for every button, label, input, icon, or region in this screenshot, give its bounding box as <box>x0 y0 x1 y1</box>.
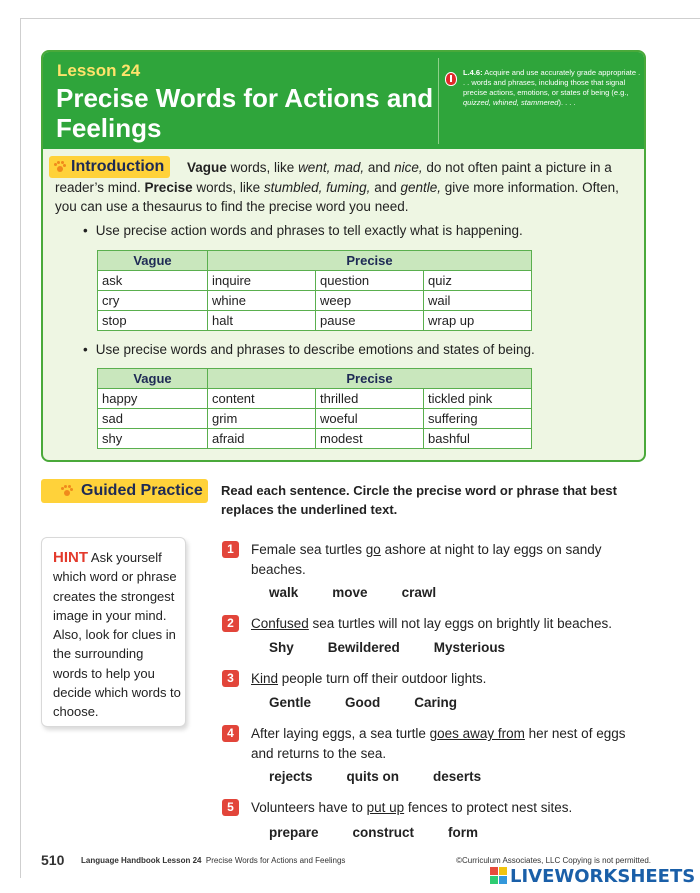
choice-option[interactable]: Bewildered <box>327 640 400 655</box>
question-item <box>222 724 642 794</box>
guided-instructions: Read each sentence. Circle the precise word or phrase that best replaces the underlined text. <box>221 483 617 517</box>
question-number: 5 <box>222 799 239 816</box>
header-vague: Vague <box>98 369 208 389</box>
table-row: happy content thrilled tickled pink <box>98 389 532 409</box>
table-row: shy afraid modest bashful <box>98 429 532 449</box>
answer-choices <box>269 585 470 600</box>
paw-icon <box>54 161 66 173</box>
choice-option[interactable]: Shy <box>269 640 294 655</box>
underlined-text: go <box>365 542 381 557</box>
bullet-emotion-words: • Use precise words and phrases to describe emotions and states of being. <box>83 342 535 357</box>
lesson-header <box>43 52 644 149</box>
standard-body: Acquire and use accurately grade appropriate . . . words and phrases, including those that signal precise actions, emotions, or states of being (e.g., <box>463 68 641 97</box>
question-item <box>222 614 642 664</box>
answer-choices <box>269 769 515 784</box>
standard-icon <box>445 72 457 86</box>
choice-option[interactable]: Caring <box>414 695 458 710</box>
table-row: sad grim woeful suffering <box>98 409 532 429</box>
header-precise: Precise <box>208 369 532 389</box>
question-sentence: After laying eggs, a sea turtle goes away from her nest of eggs and returns to the sea. <box>251 726 626 761</box>
table-header-row <box>98 251 532 271</box>
question-item <box>222 669 642 719</box>
choice-option[interactable]: deserts <box>433 769 482 784</box>
choice-option[interactable]: rejects <box>269 769 313 784</box>
action-words-table <box>97 250 532 331</box>
question-sentence: Confused sea turtles will not lay eggs on brightly lit beaches. <box>251 616 612 631</box>
choice-option[interactable]: form <box>448 825 479 840</box>
table-header-row <box>98 369 532 389</box>
header-precise: Precise <box>208 251 532 271</box>
footer-copyright: ©Curriculum Associates, LLC Copying is not permitted. <box>456 856 651 865</box>
page-edge <box>20 18 700 19</box>
choice-option[interactable]: construct <box>352 825 415 840</box>
liveworksheets-logo <box>490 866 695 888</box>
lesson-title: Precise Words for Actions and Feelings <box>56 83 434 143</box>
answer-choices <box>269 695 491 710</box>
underlined-text: Confused <box>251 616 309 631</box>
introduction-label <box>49 156 170 178</box>
lesson-number: Lesson 24 <box>57 61 141 80</box>
header-divider <box>438 58 439 144</box>
question-number: 1 <box>222 541 239 558</box>
emotion-words-table <box>97 368 532 449</box>
standard-end: ). . . . <box>558 98 576 107</box>
hint-label: HINT <box>53 549 88 566</box>
liveworksheets-logo-text: LIVEWORKSHEETS <box>510 866 696 887</box>
standard-text <box>463 68 643 108</box>
question-sentence: Volunteers have to put up fences to protect nest sites. <box>251 800 573 815</box>
hint-text <box>53 548 181 722</box>
choice-option[interactable]: Mysterious <box>433 640 506 655</box>
question-item <box>222 540 642 610</box>
question-number: 2 <box>222 615 239 632</box>
choice-option[interactable]: walk <box>269 585 299 600</box>
guided-practice-label-text: Guided Practice <box>81 482 203 499</box>
lesson-box <box>41 50 646 462</box>
question-number: 4 <box>222 725 239 742</box>
liveworksheets-logo-icon <box>490 867 508 885</box>
header-vague: Vague <box>98 251 208 271</box>
standard-examples: quizzed, whined, stammered <box>463 98 559 107</box>
introduction-paragraph: Vague words, like went, mad, and nice, do not often paint a picture in a reader’s mind. Precise words, like stumbled, fuming, and gentle, give more information. Often, you can use a thesaurus to find the precise word you need. <box>55 160 619 214</box>
bullet-action-words: • Use precise action words and phrases to tell exactly what is happening. <box>83 223 523 238</box>
underlined-text: Kind <box>251 671 279 686</box>
standard-code: L.4.6: <box>463 68 483 77</box>
hint-body: Ask yourself which word or phrase creates the strongest image in your mind. Also, look for clues in the surrounding words to help you decide which words to choose. <box>53 550 181 720</box>
choice-option[interactable]: prepare <box>269 825 319 840</box>
question-item <box>222 798 642 848</box>
question-sentence: Kind people turn off their outdoor lights. <box>251 671 487 686</box>
choice-option[interactable]: Good <box>345 695 381 710</box>
choice-option[interactable]: Gentle <box>269 695 312 710</box>
choice-option[interactable]: crawl <box>401 585 437 600</box>
answer-choices <box>269 825 512 840</box>
underlined-text: goes away from <box>429 726 525 741</box>
page-number: 510 <box>41 852 65 868</box>
question-sentence: Female sea turtles go ashore at night to lay eggs on sandy beaches. <box>251 542 602 577</box>
paw-icon <box>61 485 73 497</box>
hint-box <box>41 537 186 727</box>
table-row: cry whine weep wail <box>98 291 532 311</box>
choice-option[interactable]: move <box>332 585 368 600</box>
table-row: stop halt pause wrap up <box>98 311 532 331</box>
introduction-label-text: Introduction <box>71 158 165 175</box>
choice-option[interactable]: quits on <box>346 769 400 784</box>
guided-practice-label <box>41 479 208 503</box>
footer-book: Language Handbook Lesson 24 Precise Words for Actions and Feelings <box>81 856 346 865</box>
question-number: 3 <box>222 670 239 687</box>
page-edge <box>20 18 21 878</box>
underlined-text: put up <box>366 800 405 815</box>
answer-choices <box>269 640 539 655</box>
table-row: ask inquire question quiz <box>98 271 532 291</box>
